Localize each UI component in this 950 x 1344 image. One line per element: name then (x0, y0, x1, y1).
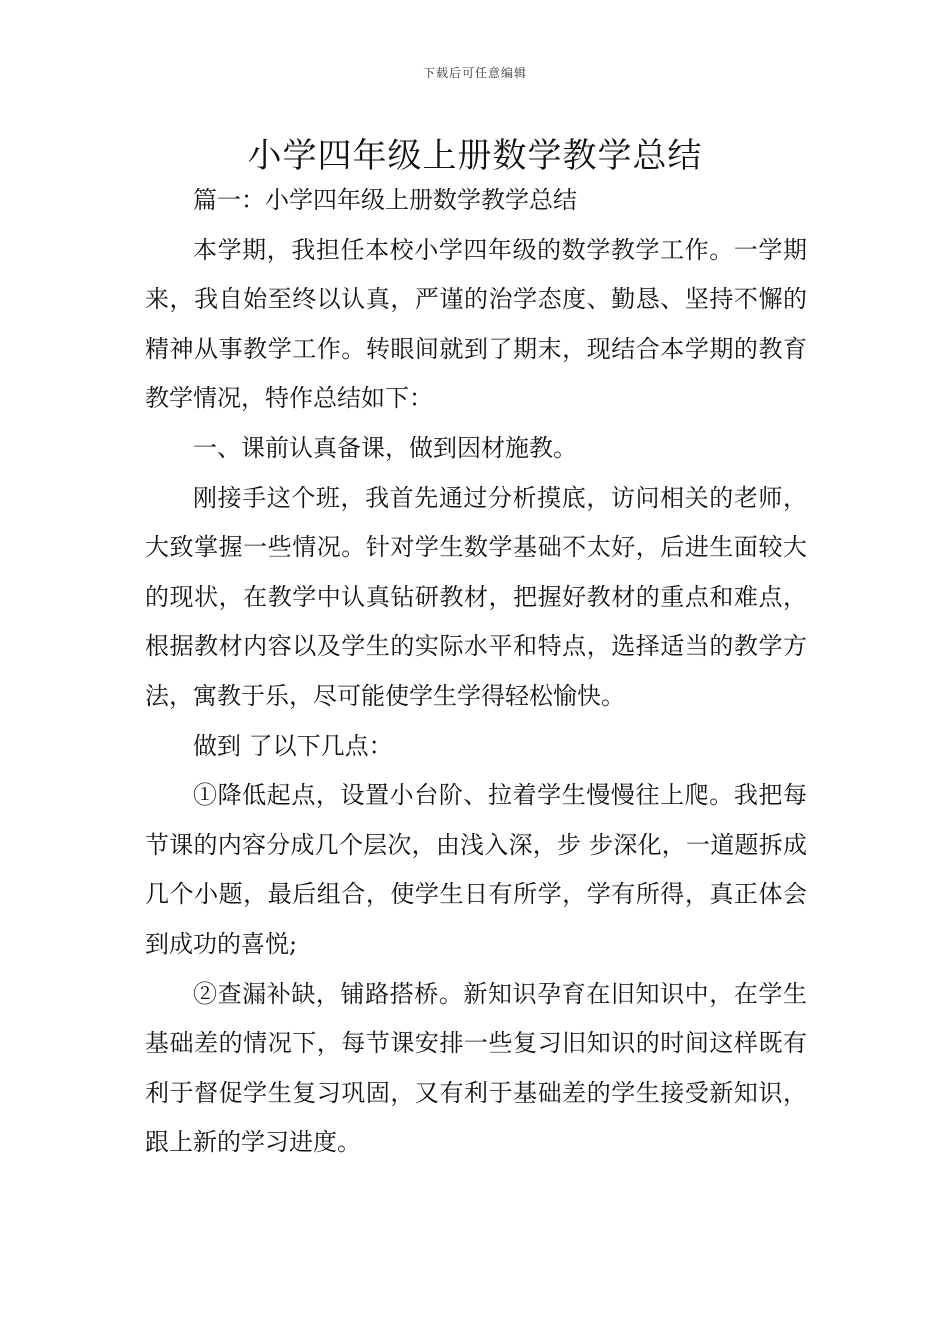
section-heading-part-one: 篇一：小学四年级上册数学教学总结 (193, 186, 577, 214)
paragraph-point-one: ①降低起点，设置小台阶、拉着学生慢慢往上爬。我把每节课的内容分成几个层次，由浅入深，步 步深化，一道题拆成几个小题，最后组合，使学生日有所学，学有所得，真正体会到成功的喜悦; (145, 781, 807, 958)
paragraph-points-lead: 做到 了以下几点： (193, 731, 393, 760)
document-title: 小学四年级上册数学教学总结 (247, 136, 703, 176)
paragraph-class-analysis: 刚接手这个班，我首先通过分析摸底，访问相关的老师，大致掌握一些情况。针对学生数学基础不太好，后进生面较大的现状，在教学中认真钻研教材，把握好教材的重点和难点，根据教材内容以及学生的实际水平和特点，选择适当的教学方法，寓教于乐，尽可能使学生学得轻松愉快。 (145, 483, 807, 710)
paragraph-intro: 本学期，我担任本校小学四年级的数学教学工作。一学期来，我自始至终以认真，严谨的治学态度、勤恳、坚持不懈的精神从事教学工作。转眼间就到了期末，现结合本学期的教育教学情况，特作总结如下： (145, 235, 807, 413)
paragraph-point-two: ②查漏补缺，铺路搭桥。新知识孕育在旧知识中，在学生基础差的情况下，每节课安排一些复习旧知识的时间这样既有利于督促学生复习巩固，又有利于基础差的学生接受新知识，跟上新的学习进度。 (145, 979, 807, 1157)
section-heading-lesson-prep: 一、课前认真备课，做到因材施教。 (193, 433, 577, 462)
page-header-note: 下载后可任意编辑 (422, 66, 527, 80)
document-body (145, 176, 807, 1168)
